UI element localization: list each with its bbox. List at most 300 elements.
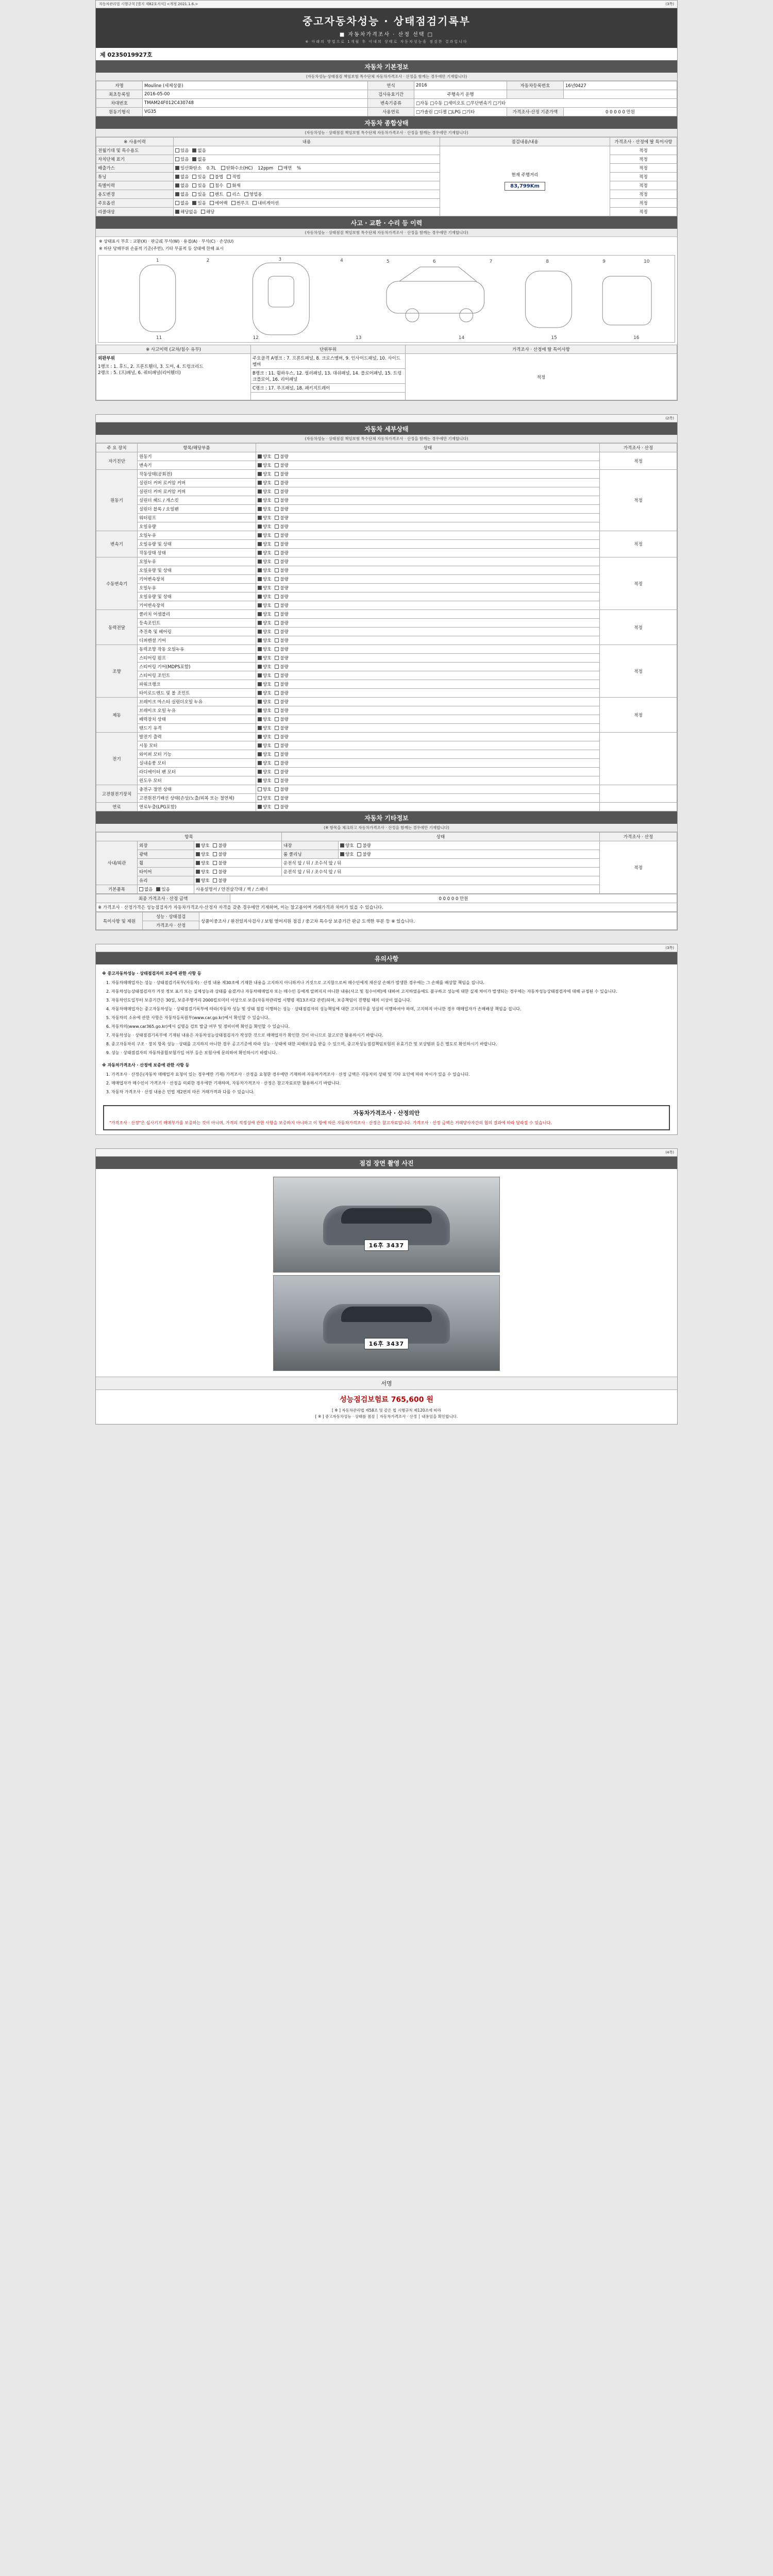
- mileage-value: 83,799Km: [505, 182, 545, 191]
- item-brake-0: 브레이크 마스터 실린더오일 누유: [138, 698, 256, 706]
- label-reg-number: 자동차등록번호: [507, 81, 564, 90]
- table-row: [96, 487, 677, 496]
- others-state-3[interactable]: 양호 불량: [194, 868, 282, 876]
- row-opts-5[interactable]: 없음 있음 렌트 리스 영업용: [174, 190, 440, 199]
- final-price-label: 최종 가격조사 · 산정 금액: [96, 894, 230, 903]
- item-trans-diag: 변속기: [138, 461, 256, 470]
- item-engine-2: 실린더 커버 로커암 커버: [138, 487, 256, 496]
- price-note-7: 적정: [610, 208, 677, 216]
- signature-header: 서명: [96, 1377, 677, 1390]
- others-label-0: 외장: [138, 841, 194, 850]
- others-state2-1[interactable]: 양호 불량: [339, 850, 600, 859]
- others-label-5: 기본품목: [96, 885, 138, 894]
- item-engine-5: 워터펌프: [138, 514, 256, 522]
- valuation-warning-title: 자동차가격조사 · 산정의안: [353, 1110, 420, 1116]
- state-elec-0[interactable]: 양호 불량: [256, 733, 600, 741]
- document-title: 중고자동차성능 · 상태점검기록부: [302, 15, 470, 27]
- state-elec-3[interactable]: 양호 불량: [256, 759, 600, 768]
- item-hv-1: 고전원전기배선 상태(손상/노출/피복 또는 절연체): [138, 794, 256, 803]
- state-elec-1[interactable]: 양호 불량: [256, 741, 600, 750]
- diagram-svg: [98, 256, 675, 342]
- notice-item: 5. 자동차의 소유에 관한 사항은 자동차등록원부(www.car.go.kr)에서 확인할 수 있습니다.: [111, 1015, 671, 1021]
- item-elec-4: 라디에이터 팬 모터: [138, 768, 256, 776]
- table-row: [96, 689, 677, 698]
- state-hv-0[interactable]: 양호 불량: [256, 785, 600, 794]
- notice-item: 7. 자동차성능 · 상태점검기록부에 기재된 내용은 자동차성능상태점검자가 작성한 것으로 매매업자가 확인한 것이 아니므로 참고로만 활용하시기 바랍니다.: [111, 1032, 671, 1039]
- row-opts-4[interactable]: 없음 있음 침수 화재: [174, 181, 440, 190]
- item-elec-2: 와이퍼 모터 기능: [138, 750, 256, 759]
- value-reg-number: 16년0427: [564, 81, 677, 90]
- table-row: [96, 531, 677, 540]
- svg-text:13: 13: [356, 335, 362, 341]
- others-state-1[interactable]: 양호 불량: [194, 850, 282, 859]
- col-content: 내용: [174, 138, 440, 146]
- value-vin: TMAM24F012C430748: [143, 99, 368, 108]
- item-man-trans-2: 기어변속장치: [138, 601, 256, 610]
- others-label2-0: 내장: [282, 841, 339, 850]
- label-base-price: 가격조사·산정 기준가액: [507, 108, 564, 116]
- frame-rank-a: 주요골격 A랭크 : 7. 프론트패널, 8. 크로스멤버, 9. 인사이드패널, 10. 사이드멤버: [251, 354, 406, 369]
- rear-license-plate: 16후 3437: [364, 1338, 409, 1349]
- others-table: [96, 832, 677, 894]
- state-engine-4[interactable]: 양호 불량: [256, 505, 600, 514]
- price-mark-1: 적정: [600, 470, 677, 531]
- document-number: 제 0235019927호: [100, 52, 153, 58]
- table-row: [96, 859, 677, 868]
- item-fuel-0: 연료누출(LPG포함): [138, 803, 256, 811]
- frame-rank-b: B랭크 : 11. 휠하우스, 12. 필러패널, 13. 대쉬패널, 14. 플로어패널, 15. 트렁크플로어, 16. 리어패널: [251, 369, 406, 384]
- value-car-name: Mouline (세제상품): [143, 81, 368, 90]
- table-row: [96, 680, 677, 689]
- svg-text:10: 10: [644, 259, 650, 265]
- item-engine-diag: 원동기: [138, 452, 256, 461]
- others-state-4[interactable]: 양호 불량: [194, 876, 600, 885]
- others-label-4: 유리: [138, 876, 194, 885]
- table-row: [96, 768, 677, 776]
- price-note-5: 적정: [610, 190, 677, 199]
- price-mark-5: 적정: [600, 645, 677, 698]
- photo-gallery: [96, 1169, 677, 1377]
- group-high-voltage: 고전원전기장치: [96, 785, 138, 803]
- notice-item: 1. 자동차매매업자는 성능 · 상태점검기록부(자동차) · 산정 내용 제30조에 기재한 내용을 고지하지 아니하거나 거짓으로 고지함으로써 매수인에게 재산상 손해가 발생한 경우에는 그 손해를 배상할 책임을 집니다.: [111, 980, 671, 986]
- state-fuel-0[interactable]: 양호 불량: [256, 803, 600, 811]
- item-man-trans-1: 오일유량 및 상태: [138, 592, 256, 601]
- row-opts-7[interactable]: 해당없음 해당: [174, 208, 440, 216]
- mileage-cell: [440, 146, 610, 216]
- row-label-4: 특별이력: [96, 181, 174, 190]
- table-row: [96, 894, 677, 903]
- item-coolant-0: 오일누유: [138, 531, 256, 540]
- col-others-state: 상태: [282, 833, 600, 841]
- fee-value: 765,600 원: [391, 1395, 433, 1404]
- state-engine-2[interactable]: 양호 불량: [256, 487, 600, 496]
- others-label-2: 휠: [138, 859, 194, 868]
- state-coolant-1[interactable]: 양호 불량: [256, 540, 600, 549]
- state-man-trans-2[interactable]: 양호 불량: [256, 601, 600, 610]
- state-auto-trans-0[interactable]: 양호 불량: [256, 557, 600, 566]
- parts-rank-cell: 외판부위 1랭크 : 1. 후드, 2. 프론트휀더, 3. 도어, 4. 트렁크리드 2랭크 : 5. (프)패널, 6. 쿼터패널(리어휀더): [96, 354, 251, 400]
- price-mark-6: 적정: [600, 698, 677, 733]
- item-engine-1: 실린더 커버 로커암 커버: [138, 479, 256, 487]
- group-coolant: 변속기: [96, 531, 138, 557]
- table-row: [96, 470, 677, 479]
- notice-sec1-title: ※ 중고자동차성능 · 상태점검자의 보증에 관한 사항 등: [102, 971, 201, 976]
- svg-text:11: 11: [156, 335, 162, 341]
- section-accident-header: 사고 · 교환 · 수리 등 이력: [96, 216, 677, 229]
- label-year: 연식: [368, 81, 414, 90]
- table-row: [96, 479, 677, 487]
- item-power-1: 등속조인트: [138, 619, 256, 628]
- row-label-6: 주요옵션: [96, 199, 174, 208]
- frame-rank-blank: [251, 393, 406, 400]
- state-hv-1[interactable]: 양호 불량: [256, 794, 600, 803]
- table-row: [96, 354, 677, 369]
- svg-text:6: 6: [432, 259, 436, 265]
- group-electric: 전기: [96, 733, 138, 785]
- basic-info-table: [96, 81, 677, 116]
- item-power-2: 추진축 및 베어링: [138, 628, 256, 636]
- notice-item: 3. 자동차 가격조사 · 산정 내용은 민법 제2편의 따른 거래가격과 다를 수 있습니다.: [111, 1089, 671, 1095]
- table-row: [96, 99, 677, 108]
- notice-sec2-title: ※ 자동차가격조사 · 산정에 보증에 관한 사항 등: [102, 1063, 190, 1067]
- accident-legend-1: ※ 상태표시 부호 : 교환(X) · 판금或 부식(W) · 용접(A) · 부식(C) · 손상(U): [99, 239, 234, 244]
- state-auto-trans-2[interactable]: 양호 불량: [256, 575, 600, 584]
- notice-item: 9. 성능 · 상태점검자의 자동차종합보험가입 여부 등은 보험사에 문의하여 확인하시기 바랍니다.: [111, 1050, 671, 1056]
- overall-state-table: [96, 137, 677, 216]
- group-fuel: 연료: [96, 803, 138, 811]
- state-elec-5[interactable]: 양호 불량: [256, 776, 600, 785]
- state-steer-1[interactable]: 양호 불량: [256, 654, 600, 663]
- table-row: [96, 724, 677, 733]
- table-row: [96, 566, 677, 575]
- state-engine-diag[interactable]: 양호 불량: [256, 452, 600, 461]
- state-auto-trans-1[interactable]: 양호 불량: [256, 566, 600, 575]
- page-topbar: [96, 1, 677, 8]
- others-price-mark: 적정: [600, 841, 677, 894]
- item-engine-4: 실린더 블록 / 오일팬: [138, 505, 256, 514]
- row-label-7: 리콜대상: [96, 208, 174, 216]
- item-brake-3: 탠드기 유격: [138, 724, 256, 733]
- car-windshield-shape: [341, 1208, 431, 1223]
- state-power-3[interactable]: 양호 불량: [256, 636, 600, 645]
- item-steer-4: 파워크랭크: [138, 680, 256, 689]
- col-others-price: 가격조사 · 산정: [600, 833, 677, 841]
- item-elec-1: 시동 모터: [138, 741, 256, 750]
- col-main-device: 주 요 장치: [96, 444, 138, 452]
- col-item: 항목/해당부품: [138, 444, 256, 452]
- price-mark-8: [600, 785, 677, 803]
- group-engine: 원동기: [96, 470, 138, 531]
- row-opts-1[interactable]: 있음 없음: [174, 155, 440, 164]
- item-steer-3: 스티어링 조인트: [138, 671, 256, 680]
- others-wheel-detail[interactable]: 운전석 앞 / 뒤 / 조수석 앞 / 뒤: [282, 859, 600, 868]
- table-row: [96, 868, 677, 876]
- label-transmission: 변속기종류: [368, 99, 414, 108]
- final-price-table: [96, 894, 677, 912]
- table-row: [96, 557, 677, 566]
- page-1: [95, 0, 678, 401]
- notice-item: 3. 자동차인도일부터 보증기간은 30일, 보증주행거리 2000킬로미터 이상으로 보증(자동차관리법 시행령 제13조의2 관련)되며, 보증책임이 진행될 때의 이상이 없습니다.: [111, 997, 671, 1004]
- page-mark-3: (3쪽): [665, 946, 674, 950]
- table-row: [96, 750, 677, 759]
- state-power-0[interactable]: 양호 불량: [256, 610, 600, 619]
- row-opts-2[interactable]: 일산화탄소 0.7L 탄화수소(HC) 12ppm 매연 %: [174, 164, 440, 173]
- section-others-header: 자동차 기타정보: [96, 811, 677, 824]
- notice-item: 1. 가격조사 · 산정은(자동차 매매업자 요청이 있는 경우에만 기재) 가격조사 · 산정을 요청한 경우에만 기재하며 자동차가격조사 · 산정 금액은 자동차의 상태 및 기타 요인에 따라 차이가 있을 수 있습니다.: [111, 1072, 671, 1078]
- value-base-price: 0 0 0 0 0 만원: [564, 108, 677, 116]
- table-row: [96, 698, 677, 706]
- table-row: [96, 584, 677, 592]
- svg-text:12: 12: [253, 335, 259, 341]
- col-check-content: 점검내용/내용: [440, 138, 610, 146]
- table-row: [96, 741, 677, 750]
- state-man-trans-1[interactable]: 양호 불량: [256, 592, 600, 601]
- notice-item: 6. 자동차의(www.car365.go.kr)에서 실명을 검토 발급 여부 및 정비이력 확인을 확인할 수 있습니다.: [111, 1024, 671, 1030]
- state-steer-2[interactable]: 양호 불량: [256, 663, 600, 671]
- table-row: [96, 876, 677, 885]
- table-row: [96, 461, 677, 470]
- group-transmission: 수동변속기: [96, 557, 138, 610]
- front-photo[interactable]: [273, 1177, 500, 1273]
- price-note-6: 적정: [610, 199, 677, 208]
- table-header-row: [96, 345, 677, 354]
- section-others-subheader: (※ 항목을 체크하고 자동차가격조사 · 산정을 함께는 경우에만 기재합니다): [96, 824, 677, 832]
- state-brake-3[interactable]: 양호 불량: [256, 724, 600, 733]
- state-engine-3[interactable]: 양호 불량: [256, 496, 600, 505]
- table-header-row: [96, 138, 677, 146]
- item-elec-0: 발전기 출력: [138, 733, 256, 741]
- others-label-1: 광택: [138, 850, 194, 859]
- valuation-warning-box: [103, 1105, 670, 1130]
- label-inspection-period: 검사유효기간: [368, 90, 414, 99]
- price-note-2: 적정: [610, 164, 677, 173]
- damage-diagram[interactable]: [98, 255, 675, 343]
- price-mark-3: 적정: [600, 557, 677, 610]
- state-steer-0[interactable]: 양호 불량: [256, 645, 600, 654]
- state-brake-0[interactable]: 양호 불량: [256, 698, 600, 706]
- table-row: [96, 496, 677, 505]
- footer-note-2: [ ※ ] 중고자동차성능 · 상태를 점검 │ 자동차가격조사 · 산정 │ 내용임을 확인합니다.: [315, 1414, 458, 1419]
- table-row: [96, 549, 677, 557]
- table-row: [96, 715, 677, 724]
- table-row: [96, 628, 677, 636]
- col-accident-note: 가격조사 · 산정에 딸 특이사항: [406, 345, 677, 354]
- item-brake-1: 브레이크 오일 누유: [138, 706, 256, 715]
- page4-topbar: [96, 1149, 677, 1157]
- table-row: [96, 841, 677, 850]
- row-label-1: 자치단체 표기: [96, 155, 174, 164]
- others-tire-detail[interactable]: 운전석 앞 / 뒤 / 조수석 앞 / 뒤: [282, 868, 600, 876]
- table-row: [96, 540, 677, 549]
- state-power-1[interactable]: 양호 불량: [256, 619, 600, 628]
- col-unit-part: 단위부위: [251, 345, 406, 354]
- value-inspection-kind: 주행속기 운행: [414, 90, 507, 99]
- state-elec-4[interactable]: 양호 불량: [256, 768, 600, 776]
- section-basic-header: 자동차 기본정보: [96, 60, 677, 73]
- price-note-1: 적정: [610, 155, 677, 164]
- svg-text:14: 14: [458, 335, 465, 341]
- svg-text:8: 8: [546, 259, 549, 265]
- item-steer-2: 스티어링 기어(MDPS포함): [138, 663, 256, 671]
- car-rear-window-shape: [341, 1307, 431, 1321]
- item-steer-0: 동력조향 작동 오일누유: [138, 645, 256, 654]
- front-license-plate: 16후 3437: [364, 1240, 409, 1251]
- state-brake-2[interactable]: 양호 불량: [256, 715, 600, 724]
- table-row: [96, 90, 677, 99]
- value-inspection-valid: [564, 90, 677, 99]
- item-hv-0: 충전구 절연 상태: [138, 785, 256, 794]
- accident-legend-2: ※ 하단 당해부위 손품적 기준(주면), 기타 부품적 등 상태에 한해 표시: [99, 246, 224, 251]
- svg-text:7: 7: [489, 259, 493, 265]
- item-power-0: 클러치 어셈블리: [138, 610, 256, 619]
- col-state: 상태: [256, 444, 600, 452]
- accident-parts-table: [96, 345, 677, 400]
- mileage-label: 현재 주행거리: [511, 173, 539, 178]
- item-elec-5: 윈도우 모터: [138, 776, 256, 785]
- others-state-0[interactable]: 양호 불량: [194, 841, 282, 850]
- state-elec-2[interactable]: 양호 불량: [256, 750, 600, 759]
- label-first-reg: 최초등록일: [96, 90, 143, 99]
- row-label-0: 전월기대 및 특수용도: [96, 146, 174, 155]
- row-opts-0[interactable]: 있음 없음: [174, 146, 440, 155]
- group-self-diagnosis: 자기진단: [96, 452, 138, 470]
- page-mark: (3쪽): [665, 2, 674, 6]
- state-steer-3[interactable]: 양호 불량: [256, 671, 600, 680]
- others-state-5[interactable]: 없음 있음: [138, 885, 194, 894]
- group-brake: 제동: [96, 698, 138, 733]
- state-steer-5[interactable]: 양호 불량: [256, 689, 600, 698]
- notice-item: 4. 자동차매매업자는 중고자동차성능 · 상태점검기록부에 따라(자동차 성능 및 상태 점검 이행하는 성능 · 상태점검자의 성능책임에 대한 고지의무를 성실히 이행하여야 하며, 고지하지 아니한 경우 매매업자가 손해배상 책임을 집니다.: [111, 1006, 671, 1012]
- state-engine-6[interactable]: 양호 불량: [256, 522, 600, 531]
- value-first-reg: 2016-05-00: [143, 90, 368, 99]
- col-accident-history: ※ 사고이력 (교차/침수 유무): [96, 345, 251, 354]
- row-opts-6[interactable]: 없음 있음 에어백 썬루프 내비게이션: [174, 199, 440, 208]
- document-title-block: [96, 8, 677, 48]
- inspection-fee: [96, 1390, 677, 1406]
- svg-text:2: 2: [206, 258, 210, 264]
- table-row: [96, 575, 677, 584]
- item-engine-6: 오일유량: [138, 522, 256, 531]
- item-man-trans-0: 오일누유: [138, 584, 256, 592]
- state-engine-5[interactable]: 양호 불량: [256, 514, 600, 522]
- state-trans-diag[interactable]: 양호 불량: [256, 461, 600, 470]
- row-label-2: 배출가스: [96, 164, 174, 173]
- state-engine-1[interactable]: 양호 불량: [256, 479, 600, 487]
- special-notes-table: [96, 912, 677, 930]
- table-row: [96, 514, 677, 522]
- item-brake-2: 배력장치 상태: [138, 715, 256, 724]
- item-engine-0: 작동상태(공회전): [138, 470, 256, 479]
- state-man-trans-0[interactable]: 양호 불량: [256, 584, 600, 592]
- section-detail-subheader: (자동차성능 · 상태점검 책임보험 특수단체 자동차가격조사 · 산정을 함께는 경우에만 기재합니다): [96, 435, 677, 443]
- document-subnote: ※ 아래의 방법으로 1개월 후 이내의 상태로 자동차성능을 점검한 결과입니다: [305, 40, 468, 44]
- row-label-5: 용도변경: [96, 190, 174, 199]
- price-note-0: 적정: [610, 146, 677, 155]
- price-mark-9: [600, 803, 677, 811]
- row-label-3: 튜닝: [96, 173, 174, 181]
- table-row: [96, 803, 677, 811]
- section-detail-header: 자동차 세부상태: [96, 422, 677, 435]
- svg-text:1: 1: [156, 258, 159, 264]
- svg-text:4: 4: [340, 258, 343, 264]
- valuation-warning-text: "가격조사 · 산정"은 심사기기 매매부가를 보증하는 것이 아니며, 가격의 적정성에 관한 사항을 보증하지 아니하고 이 항에 따른 자동차가격조사 · 산정은 참고자료입니다. 가격조사 · 산정 금액은 거래당사자간의 협의 결과에 따라 달라질 수 있습니다.: [109, 1120, 552, 1125]
- item-engine-3: 실린더 헤드 / 개스킷: [138, 496, 256, 505]
- item-steer-1: 스티어링 펌프: [138, 654, 256, 663]
- rear-photo[interactable]: [273, 1275, 500, 1371]
- table-row: [96, 663, 677, 671]
- others-state-2[interactable]: 양호 불량: [194, 859, 282, 868]
- item-coolant-2: 작동상태 상태: [138, 549, 256, 557]
- state-coolant-0[interactable]: 양호 불량: [256, 531, 600, 540]
- label-car-name: 자명: [96, 81, 143, 90]
- special-sub-label-2: 가격조사 · 산정: [143, 921, 199, 930]
- detail-state-table: [96, 443, 677, 811]
- price-note-4: 적정: [610, 181, 677, 190]
- item-power-3: 디퍼렌셜 기어: [138, 636, 256, 645]
- item-steer-5: 타이로드엔드 및 볼 조인트: [138, 689, 256, 698]
- table-row: [96, 636, 677, 645]
- page-mark-2: (2쪽): [665, 416, 674, 420]
- notice-section-1: [96, 964, 677, 1101]
- frame-rank-c: C랭크 : 17. 루프패널, 18. 패키지트레이: [251, 384, 406, 393]
- item-elec-3: 실내송풍 모터: [138, 759, 256, 768]
- item-coolant-1: 오일유량 및 상태: [138, 540, 256, 549]
- table-row: [96, 903, 677, 912]
- page-3: [95, 944, 678, 1135]
- section-overall-subheader: (자동차성능 · 상태점검 책임보험 특수단체 자동차가격조사 · 산정을 함께는 경우에만 기재합니다): [96, 129, 677, 137]
- notice-item: 2. 매매업자가 매수인이 가격조사 · 산정을 의뢰한 경우에만 기재하며, 자동차가격조사 · 산정은 참고자료로만 활용하시기 바랍니다.: [111, 1080, 671, 1087]
- section-basic-subheader: (자동차성능·상태점검 책임보험 특수단체 자동차가격조사 · 산정을 함께는 경우에만 기재합니다): [96, 73, 677, 81]
- row-opts-3[interactable]: 없음 있음 불법 적법: [174, 173, 440, 181]
- table-row: [96, 671, 677, 680]
- others-state2-0[interactable]: 양호 불량: [339, 841, 600, 850]
- accident-note-value: 적정: [406, 354, 677, 400]
- special-sub-label: 성능 · 상태점검: [143, 912, 199, 921]
- footer-note-1: [ ※ ] 자동차관리법 제58조 및 같은 법 시행규칙 제120조에 따라: [332, 1408, 441, 1413]
- special-text[interactable]: 상품이중조사 / 완전있지사검사 / 보험 열어지원 점검 / 중고차 특수상 보증기간 판금 도색한 부분 등 ※ 있습니다.: [199, 912, 677, 930]
- group-appearance: 사내/외관: [96, 841, 138, 885]
- table-row: [96, 785, 677, 794]
- document-subtitle: ■ 자동차가격조사 · 산정 선택 □: [339, 32, 434, 38]
- table-row: [96, 654, 677, 663]
- others-basic-items[interactable]: 사용설명서 / 안전삼각대 / 잭 / 스패너: [194, 885, 600, 894]
- price-mark-0: 적정: [600, 452, 677, 470]
- state-brake-1[interactable]: 양호 불량: [256, 706, 600, 715]
- section-accident-subheader: (자동차성능 · 상태점검 책임보험 특수단체 자동차가격조사 · 산정을 함께는 경우에만 기재합니다): [96, 229, 677, 237]
- table-row: [96, 733, 677, 741]
- page-4: [95, 1148, 678, 1425]
- price-mark-4: 적정: [600, 610, 677, 645]
- item-auto-trans-1: 오일유량 및 상태: [138, 566, 256, 575]
- table-row: [96, 706, 677, 715]
- state-steer-4[interactable]: 양호 불량: [256, 680, 600, 689]
- state-coolant-2[interactable]: 양호 불량: [256, 549, 600, 557]
- state-power-2[interactable]: 양호 불량: [256, 628, 600, 636]
- value-fuel: □가솔린 □디젤 □LPG □기타: [414, 108, 507, 116]
- group-steering: 조향: [96, 645, 138, 698]
- table-row: [96, 610, 677, 619]
- price-mark-7: [600, 733, 677, 785]
- state-engine-0[interactable]: 양호 불량: [256, 470, 600, 479]
- table-row: [96, 452, 677, 461]
- table-row: [96, 522, 677, 531]
- table-row: [96, 794, 677, 803]
- group-powertrain: 동력전달: [96, 610, 138, 645]
- notice-item: 2. 자동차성능상태점검자가 거짓 정보 표기 또는 실제성능과 상태를 숨겼거나 자동차매매업자 또는 매수인 등에게 알려지지 아니한 내용(사고 및 침수이력)에 대하여 고지하였음에도 불구하고 성능에 대한 실제 차이가 발생되는 경우에는 자동차성능상태점검자에 대해 규정된 수 있습니다.: [111, 989, 671, 995]
- label-engine-type: 원동기형식: [96, 108, 143, 116]
- table-header-row: [96, 833, 677, 841]
- section-photos-header: 점검 장면 촬영 사진: [96, 1157, 677, 1169]
